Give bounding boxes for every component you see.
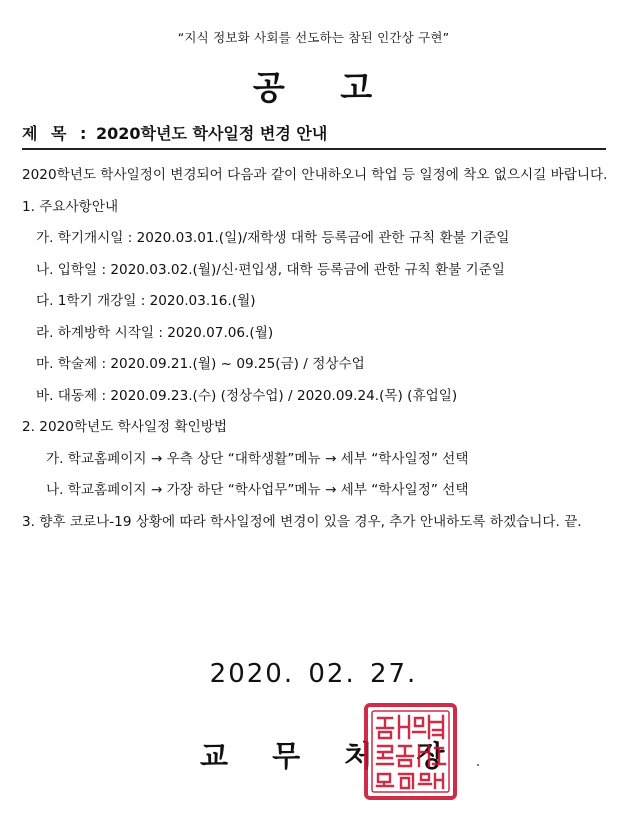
official-seal-stamp	[363, 702, 458, 801]
section1-item: 바. 대동제 : 2020.09.23.(수) (정상수업) / 2020.09.24.(목) (휴업일)	[36, 387, 458, 404]
section3-paragraph: 3. 향후 코로나-19 상황에 따라 학사일정에 변경이 있을 경우, 추가 안내하도록 하겠습니다. 끝.	[22, 513, 582, 530]
section2-item: 나. 학교홈페이지 → 가장 하단 “학사업무”메뉴 → 세부 “학사일정” 선택	[46, 482, 469, 498]
motto: “지식 정보화 사회를 선도하는 참된 인간상 구현”	[177, 30, 450, 45]
intro-paragraph: 2020학년도 학사일정이 변경되어 다음과 같이 안내하오니 학업 등 일정에 착오 없으시길 바랍니다.	[22, 167, 608, 183]
section1-item: 다. 1학기 개강일 : 2020.03.16.(월)	[36, 293, 256, 309]
issuer-char: 교	[200, 739, 229, 773]
issuer-char: 처	[344, 739, 373, 773]
section2-item: 가. 학교홈페이지 → 우측 상단 “대학생활”메뉴 → 세부 “학사일정” 선택	[46, 450, 469, 467]
section1-item: 마. 학술제 : 2020.09.21.(월) ~ 09.25(금) / 정상수업	[36, 356, 365, 372]
section2-heading: 2. 2020학년도 학사일정 확인방법	[22, 419, 227, 435]
decorative-dot	[477, 764, 479, 766]
issue-date: 2020. 02. 27.	[209, 659, 418, 689]
section1-item: 라. 하계방학 시작일 : 2020.07.06.(월)	[36, 324, 274, 341]
issuer-char: 장	[416, 739, 445, 773]
section1-item: 나. 입학일 : 2020.03.02.(월)/신·편입생, 대학 등록금에 관한 규칙 환불 기준일	[36, 261, 505, 278]
subject-text: 2020학년도 학사일정 변경 안내	[96, 124, 328, 143]
notice-title: 공 고	[252, 68, 375, 107]
notice-body	[22, 160, 608, 538]
section1-heading: 1. 주요사항안내	[22, 198, 119, 215]
subject-line	[22, 121, 606, 150]
section1-item: 가. 학기개시일 : 2020.03.01.(일)/재학생 대학 등록금에 관한 규칙 환불 기준일	[36, 230, 510, 246]
subject-prefix: 제 목 :	[22, 124, 91, 143]
issuer-char: 무	[272, 739, 301, 773]
